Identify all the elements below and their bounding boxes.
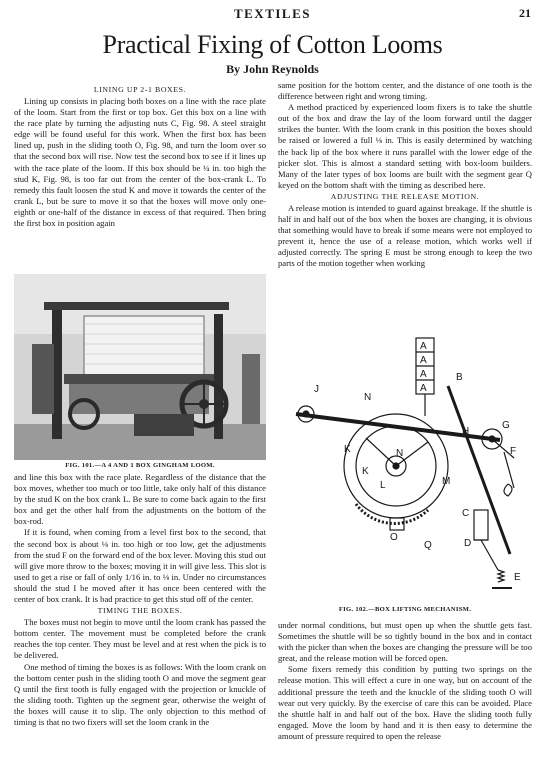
label-e: E	[514, 572, 521, 583]
loom-warp	[84, 316, 204, 376]
loom-lay	[64, 374, 214, 384]
label-k: K	[344, 444, 351, 455]
label-o: O	[390, 532, 398, 543]
label-c: C	[462, 508, 470, 519]
column-2-bottom	[278, 620, 532, 742]
paragraph: A release motion is intended to guard against breakage. If the shuttle is half in and half out of the box when the boxes are changing, it is obvious that something would have to break if some means were not employed to prevent it, hence the use of a release motion, which works well if adjusted correctly. The spring E must be strong enough to keep the two parts of the motion together when working	[278, 202, 532, 269]
paragraph: A method practiced by experienced loom fixers is to take the shuttle out of the box and draw the lay of the loom forward until the dagger strikes the bunter. With the loom crank in this position the boxes should be raised or lowered a full ⅛ in. This is easily determined by watching the back lip of the box where it runs parallel with the lower edge of the picker slot. This is almost a standard setting with box-loom builders. Many of the later types of box looms are built with the segment gear Q keyed on the bottom shaft with the timing as described here.	[278, 102, 532, 190]
page-number: 21	[519, 6, 531, 20]
byline: By John Reynolds	[226, 62, 319, 76]
label-k: K	[362, 466, 369, 477]
paragraph: One method of timing the boxes is as follows: With the loom crank on the bottom center push in the sliding tooth O and move the segment gear Q until the first tooth is fully engaged with the projection or knuckle of the sliding tooth. Tighten up the segment gear, otherwise the weight of the boxes will cause it to slip. The only objection to this method of timing is that no two fixers will set the loom crank in the	[14, 661, 266, 727]
section-heading-timing: TIMING THE BOXES.	[97, 606, 183, 616]
label-a: A	[420, 355, 427, 366]
label-l: L	[380, 480, 386, 491]
column-1-bottom	[14, 472, 266, 728]
label-h: H	[462, 426, 470, 437]
section-heading-release-motion: ADJUSTING THE RELEASE MOTION.	[330, 191, 480, 201]
loom-top-beam	[44, 302, 229, 310]
loom-box-side	[32, 344, 54, 414]
page-header	[0, 6, 545, 22]
paragraph: under normal conditions, but must open up when the shuttle gets fast. Sometimes the shuttle will be so tightly bound in the box and in contact with the picker than when the boxes are changing the pressure will be too great, and the release motion will be forced open.	[278, 620, 532, 664]
label-j: J	[314, 384, 319, 395]
paragraph: Lining up consists in placing both boxes on a line with the race plate of the loom. Start from the first or top box. Get this box on a line with the race plate by turning the adjusting nuts C, Fig. 98. A steel straight edge will be found useful for this work. When the first box has been lined up, push in the sliding tooth O, Fig. 98, and turn the loom over so that the second box will rise. Now test the second box to see if it lines up with the race plate of the loom. If this box should be ¼ in. too high the stud K, Fig. 98, is too far out from the center of the box-crank L. To remedy this fault loosen the stud K and move it towards the center of the crank L, but be sure to move it so that the boxes will move only one-eighth or one-half of the distance in excess of that required. Then bring the first box in position again	[14, 96, 266, 229]
loom-base	[134, 414, 194, 436]
article-title: Practical Fixing of Cotton Looms	[102, 30, 443, 59]
label-n: N	[396, 448, 404, 459]
section-heading-lining-up: LINING UP 2-1 BOXES.	[93, 85, 187, 94]
label-a: A	[420, 369, 427, 380]
label-a: A	[420, 383, 427, 394]
paragraph: The boxes must not begin to move until the loom crank has passed the bottom center. The movement must be completed before the crank reaches the top center. They must be level and at rest when the pick is to be delivered.	[14, 617, 266, 661]
label-d: D	[464, 538, 472, 549]
paragraph: Some fixers remedy this condition by putting two springs on the release motion. This will effect a cure in one way, but on account of the additional pressure the teeth and the knuckle of the sliding tooth O will wear out very quickly. By the exercise of care this can be avoided. Place the shuttle half in and half out of the box. Have the sliding tooth fully engaged. Move the loom by hand and it is then easy to determine the amount of pressure required to open the release	[278, 664, 532, 741]
label-n: N	[364, 392, 372, 403]
spring-e	[498, 570, 504, 582]
label-m: M	[442, 476, 451, 487]
label-q: Q	[424, 540, 432, 551]
running-title: TEXTILES	[233, 6, 312, 21]
loom-photo	[14, 274, 266, 460]
release-motion	[474, 510, 488, 540]
figure-101-caption: FIG. 101.—A 4 AND 1 BOX GINGHAM LOOM.	[65, 462, 215, 469]
box-lever	[296, 414, 500, 440]
figure-102-caption: FIG. 102.—BOX LIFTING MECHANISM.	[338, 606, 472, 613]
label-g: G	[502, 420, 510, 431]
paragraph: same position for the bottom center, and the distance of one tooth is the difference between right and wrong timing.	[278, 80, 532, 102]
label-b: B	[456, 372, 463, 383]
sliding-tooth-o	[390, 518, 404, 530]
column-2-top	[278, 80, 532, 270]
label-a: A	[420, 341, 427, 352]
paragraph: and line this box with the race plate. Regardless of the distance that the box moves, whether too much or too little, take only half of this distance by the stud K on the box crank L. Be sure to come back again to the first box and get the other half from the adjustments on the bottom of the box-rod.	[14, 472, 266, 527]
lever-b	[448, 386, 510, 554]
paragraph: If it is found, when coming from a level first box to the second, that the second box is about ⅛ in. too high or too low, get the adjustments from the stud F on the forward end of the box lever. Moving this stud out will give more throw to the boxes; moving it in will give less. This slot is used to get a rise or fall of only 1/16 in. to ⅛ in. Under no circumstances should the stud I be moved after it has once been centered with the center of box crank. It is bad practice to get this stud off of the center.	[14, 527, 266, 605]
box-lifting-mechanism-diagram	[278, 334, 532, 604]
column-1-top	[14, 84, 266, 229]
label-f: F	[510, 446, 517, 457]
